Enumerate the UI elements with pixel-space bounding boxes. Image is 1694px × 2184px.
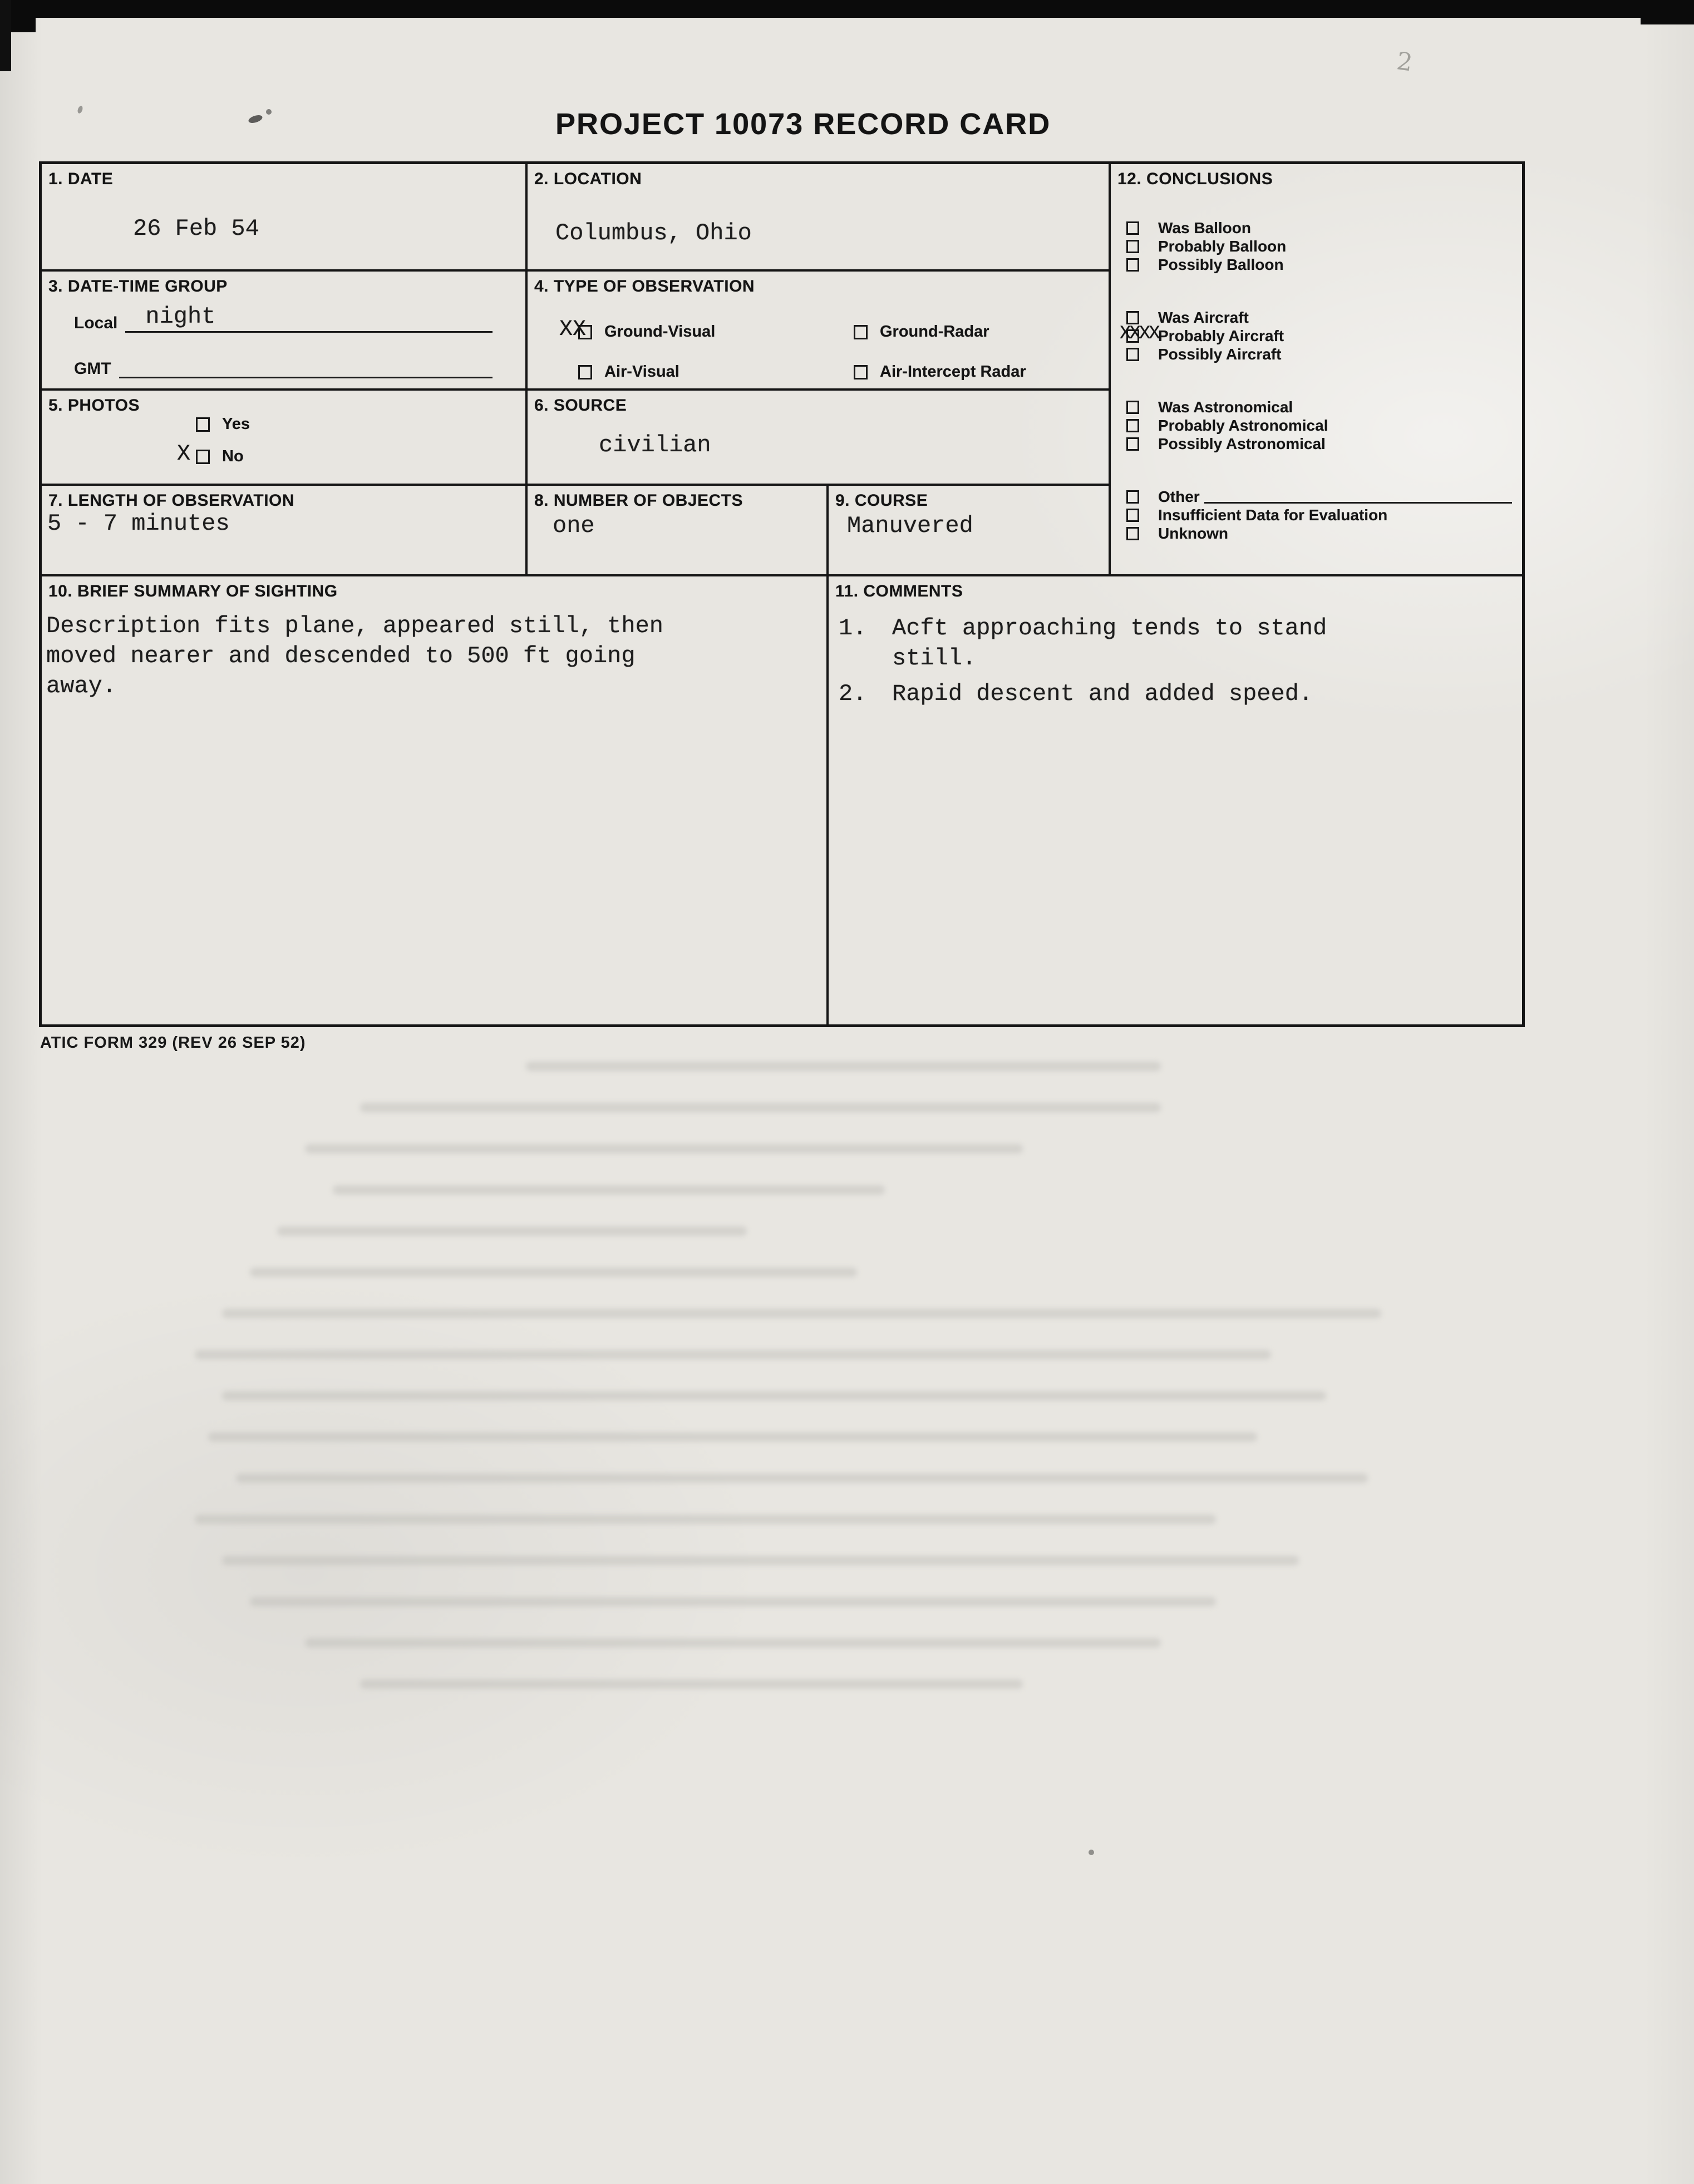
course-value: Manuvered: [847, 512, 973, 539]
checkbox-label: Air-Visual: [604, 363, 679, 381]
length-of-observation-label: 7. LENGTH OF OBSERVATION: [48, 491, 295, 510]
gmt-time-row: [74, 349, 493, 378]
checkbox-label: Possibly Aircraft: [1158, 345, 1282, 363]
checkbox-option: [559, 317, 716, 342]
comment-item: [839, 679, 1511, 709]
checkbox-icon: [1126, 221, 1139, 235]
comment-item: [839, 613, 1511, 673]
checkbox-icon: [578, 365, 592, 379]
checkbox-icon: [1126, 240, 1139, 253]
field-number-of-objects-cell: [528, 486, 829, 576]
type-of-observation-label: 4. TYPE OF OBSERVATION: [534, 277, 755, 295]
field-source-cell: [528, 391, 1109, 486]
checkbox-option: [1119, 524, 1515, 543]
typed-x-mark: X: [177, 442, 191, 467]
checkbox-icon: [854, 325, 868, 339]
field-location-cell: [528, 164, 1109, 272]
checkbox-label: Possibly Astronomical: [1158, 435, 1326, 452]
source-label: 6. SOURCE: [534, 396, 627, 415]
field-conclusions-cell: [1109, 164, 1522, 576]
checkbox-label: Air-Intercept Radar: [880, 363, 1026, 381]
record-card-form: [39, 161, 1525, 1027]
field-comments-cell: [829, 576, 1522, 1024]
checkbox-option: [1119, 416, 1515, 435]
checkbox-label: Probably Astronomical: [1158, 416, 1328, 434]
checkbox-label: Probably Balloon: [1158, 237, 1287, 255]
checkbox-icon: [196, 450, 210, 464]
date-value: 26 Feb 54: [133, 215, 259, 242]
checkbox-option: [1119, 487, 1515, 506]
checkbox-label: Other: [1158, 487, 1200, 505]
checkbox-label: Probably Aircraft: [1158, 327, 1284, 344]
ink-speck: [77, 105, 83, 114]
comments-items: [839, 613, 1511, 714]
checkbox-label: Possibly Balloon: [1158, 255, 1284, 273]
checkbox-label: Was Astronomical: [1158, 398, 1293, 416]
checkbox-option: [578, 363, 679, 381]
checkbox-option: [1119, 255, 1515, 274]
checkbox-option: [1119, 345, 1515, 363]
scan-edge-artifact-right: [1641, 0, 1694, 24]
local-time-row: [74, 300, 493, 333]
checkbox-icon: [1126, 401, 1139, 414]
field-photos-cell: [42, 391, 528, 486]
checkbox-icon: [1126, 348, 1139, 361]
checkbox-option: [1119, 398, 1515, 416]
number-of-objects-value: one: [553, 512, 595, 539]
checkbox-icon: [854, 365, 868, 379]
checkbox-option: [177, 442, 244, 467]
date-time-group-label: 3. DATE-TIME GROUP: [48, 277, 228, 295]
scan-edge-artifact-left: [0, 0, 11, 71]
checkbox-option: [1119, 506, 1515, 524]
checkbox-icon: [1126, 311, 1139, 324]
comment-text: Rapid descent and added speed.: [892, 681, 1313, 707]
gmt-write-line: [119, 348, 493, 378]
comment-number: 2.: [839, 681, 867, 707]
gmt-label: GMT: [74, 359, 111, 378]
typed-x-mark: XX: [559, 317, 587, 342]
comments-label: 11. COMMENTS: [835, 582, 963, 600]
ink-speck: [266, 109, 272, 115]
conclusions-label: 12. CONCLUSIONS: [1117, 170, 1273, 188]
write-line: [1204, 490, 1512, 504]
field-date-time-group-cell: [42, 272, 528, 391]
photos-label: 5. PHOTOS: [48, 396, 140, 415]
field-length-of-observation-cell: [42, 486, 528, 576]
field-course-cell: [829, 486, 1109, 576]
checkbox-label: Ground-Radar: [880, 323, 989, 341]
comment-text: Acft approaching tends to stand still.: [892, 615, 1341, 672]
brief-summary-label: 10. BRIEF SUMMARY OF SIGHTING: [48, 582, 338, 600]
checkbox-option: [854, 323, 989, 341]
local-value: night: [145, 303, 216, 330]
checkbox-label: Ground-Visual: [604, 323, 716, 341]
date-label: 1. DATE: [48, 170, 114, 188]
ink-speck: [1089, 1850, 1094, 1855]
checkbox-icon: [1126, 527, 1139, 540]
length-of-observation-value: 5 - 7 minutes: [47, 510, 230, 537]
checkbox-option: [1119, 237, 1515, 255]
checkbox-label: Was Aircraft: [1158, 308, 1249, 326]
pencil-mark: 2: [1395, 47, 1415, 77]
number-of-objects-label: 8. NUMBER OF OBJECTS: [534, 491, 743, 510]
field-type-of-observation-cell: [528, 272, 1109, 391]
checkbox-icon: [1126, 419, 1139, 432]
brief-summary-value: Description fits plane, appeared still, then moved nearer and descended to 500 ft going away.: [46, 613, 678, 699]
checkbox-label: Insufficient Data for Evaluation: [1158, 506, 1388, 524]
conclusions-options: [1119, 219, 1515, 543]
scan-edge-artifact-top: [0, 0, 1694, 18]
course-label: 9. COURSE: [835, 491, 928, 510]
location-value: Columbus, Ohio: [555, 220, 752, 246]
checkbox-option: [1119, 219, 1515, 237]
checkbox-icon: [1126, 509, 1139, 522]
checkbox-option: [1119, 323, 1515, 345]
form-number: ATIC FORM 329 (REV 26 SEP 52): [40, 1034, 306, 1052]
checkbox-option: [1119, 435, 1515, 453]
checkbox-label: No: [222, 447, 244, 465]
checkbox-option: [854, 363, 1026, 381]
checkbox-icon: [1126, 258, 1139, 272]
bleedthrough-text: [167, 1062, 1547, 1720]
location-label: 2. LOCATION: [534, 170, 642, 188]
checkbox-icon: [1126, 490, 1139, 504]
page-title: PROJECT 10073 RECORD CARD: [555, 107, 1051, 141]
checkbox-option: [1119, 308, 1515, 327]
comment-number: 1.: [839, 615, 867, 642]
local-label: Local: [74, 314, 118, 332]
checkbox-label: Was Balloon: [1158, 219, 1251, 236]
field-brief-summary-cell: [42, 576, 829, 1024]
checkbox-icon: [196, 417, 210, 432]
checkbox-icon: [1126, 437, 1139, 451]
ink-speck: [248, 114, 263, 124]
local-write-line: [125, 299, 493, 333]
field-date-cell: [42, 164, 528, 272]
checkbox-label: Unknown: [1158, 524, 1228, 542]
checkbox-option: [196, 415, 250, 433]
source-value: civilian: [599, 432, 711, 459]
checkbox-label: Yes: [222, 415, 250, 433]
typed-x-mark: XXXX: [1120, 323, 1159, 344]
